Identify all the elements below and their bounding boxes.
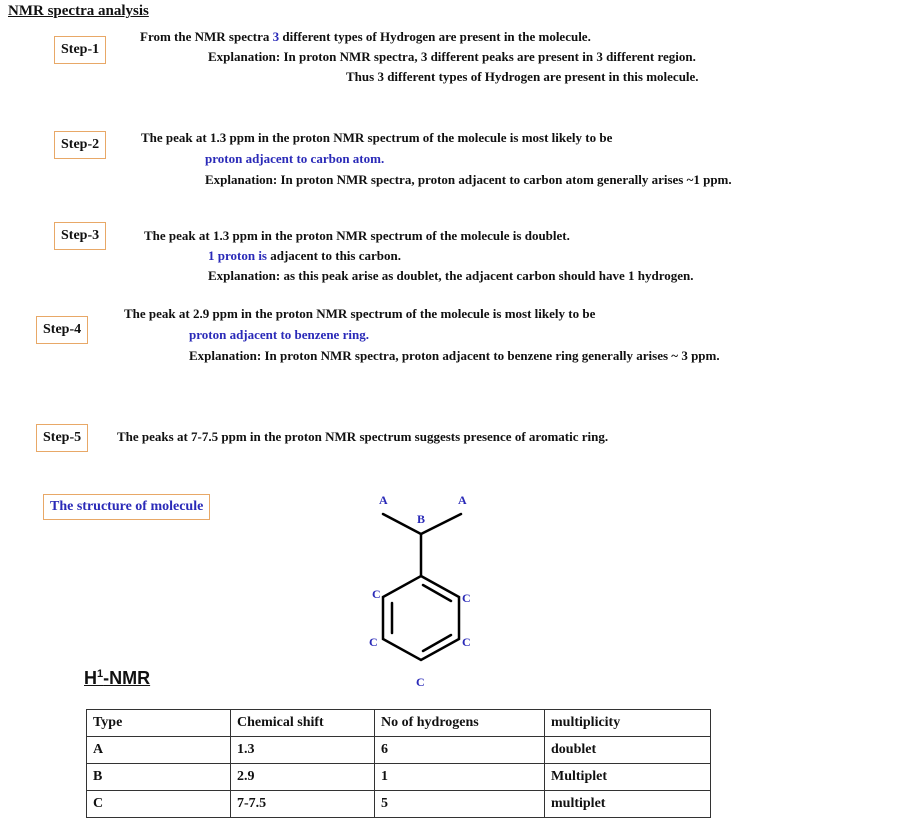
step-3-label: Step-3 — [54, 222, 106, 250]
table-header-row — [87, 710, 711, 737]
cell-hydrogens: 1 — [375, 764, 545, 791]
atom-label-c-2: C — [462, 591, 471, 605]
cell-shift: 2.9 — [231, 764, 375, 791]
ring-double-bond-3 — [423, 585, 451, 601]
step-2-line-2: proton adjacent to carbon atom. — [205, 151, 385, 166]
cell-multiplicity: Multiplet — [545, 764, 711, 791]
header-chemical-shift: Chemical shift — [231, 710, 375, 737]
table-row — [87, 764, 711, 791]
header-multiplicity: multiplicity — [545, 710, 711, 737]
header-no-of-hydrogens: No of hydrogens — [375, 710, 545, 737]
nmr-heading: $H^1$-NMR — [84, 668, 151, 688]
cell-shift: 1.3 — [231, 737, 375, 764]
cell-type: C — [87, 791, 231, 818]
cell-type: B — [87, 764, 231, 791]
atom-label-c-1: C — [372, 587, 381, 601]
step-2-line-1: The peak at 1.3 ppm in the proton NMR spectrum of the molecule is most likely to be — [141, 130, 613, 145]
step-1-line-3: Thus 3 different types of Hydrogen are present in this molecule. — [346, 69, 699, 84]
atom-label-a-left: A — [379, 493, 388, 507]
table-row — [87, 737, 711, 764]
atom-label-c-3: C — [369, 635, 378, 649]
page-title: NMR spectra analysis — [8, 3, 149, 19]
structure-label: The structure of molecule — [43, 494, 210, 520]
step-2-line-3: Explanation: In proton NMR spectra, proton adjacent to carbon atom generally arises ~1 ppm. — [205, 172, 732, 187]
atom-label-c-4: C — [462, 635, 471, 649]
cell-hydrogens: 5 — [375, 791, 545, 818]
step-4-line-1: The peak at 2.9 ppm in the proton NMR spectrum of the molecule is most likely to be — [124, 306, 596, 321]
cell-shift: 7-7.5 — [231, 791, 375, 818]
atom-label-a-right: A — [458, 493, 467, 507]
cell-multiplicity: multiplet — [545, 791, 711, 818]
step-3-line-1: The peak at 1.3 ppm in the proton NMR spectrum of the molecule is doublet. — [144, 228, 570, 243]
cell-multiplicity: doublet — [545, 737, 711, 764]
step-4-line-3: Explanation: In proton NMR spectra, proton adjacent to benzene ring generally arises ~ 3 ppm. — [189, 348, 720, 363]
bond-a-left — [383, 514, 421, 534]
step-3-line-2: 1 proton is adjacent to this carbon. — [208, 248, 401, 263]
step-5-label: Step-5 — [36, 424, 88, 452]
header-type: Type — [87, 710, 231, 737]
step-1-line-2: Explanation: In proton NMR spectra, 3 different peaks are present in 3 different region. — [208, 49, 696, 64]
nmr-table — [86, 709, 711, 818]
bond-a-right — [421, 514, 461, 534]
step-4-line-2: proton adjacent to benzene ring. — [189, 327, 369, 342]
step-2-label: Step-2 — [54, 131, 106, 159]
step-4-label: Step-4 — [36, 316, 88, 344]
atom-label-b: B — [417, 512, 426, 526]
table-row — [87, 791, 711, 818]
cell-type: A — [87, 737, 231, 764]
atom-label-c-5: C — [416, 675, 425, 689]
cell-hydrogens: 6 — [375, 737, 545, 764]
step-3-line-3: Explanation: as this peak arise as doublet, the adjacent carbon should have 1 hydrogen. — [208, 268, 694, 283]
step-5-line-1: The peaks at 7-7.5 ppm in the proton NMR spectrum suggests presence of aromatic ring. — [117, 429, 609, 444]
step-1-label: Step-1 — [54, 36, 106, 64]
benzene-ring — [383, 576, 459, 660]
step-1-line-1: From the NMR spectra 3 different types of Hydrogen are present in the molecule. — [140, 29, 591, 44]
ring-double-bond-2 — [423, 635, 451, 651]
